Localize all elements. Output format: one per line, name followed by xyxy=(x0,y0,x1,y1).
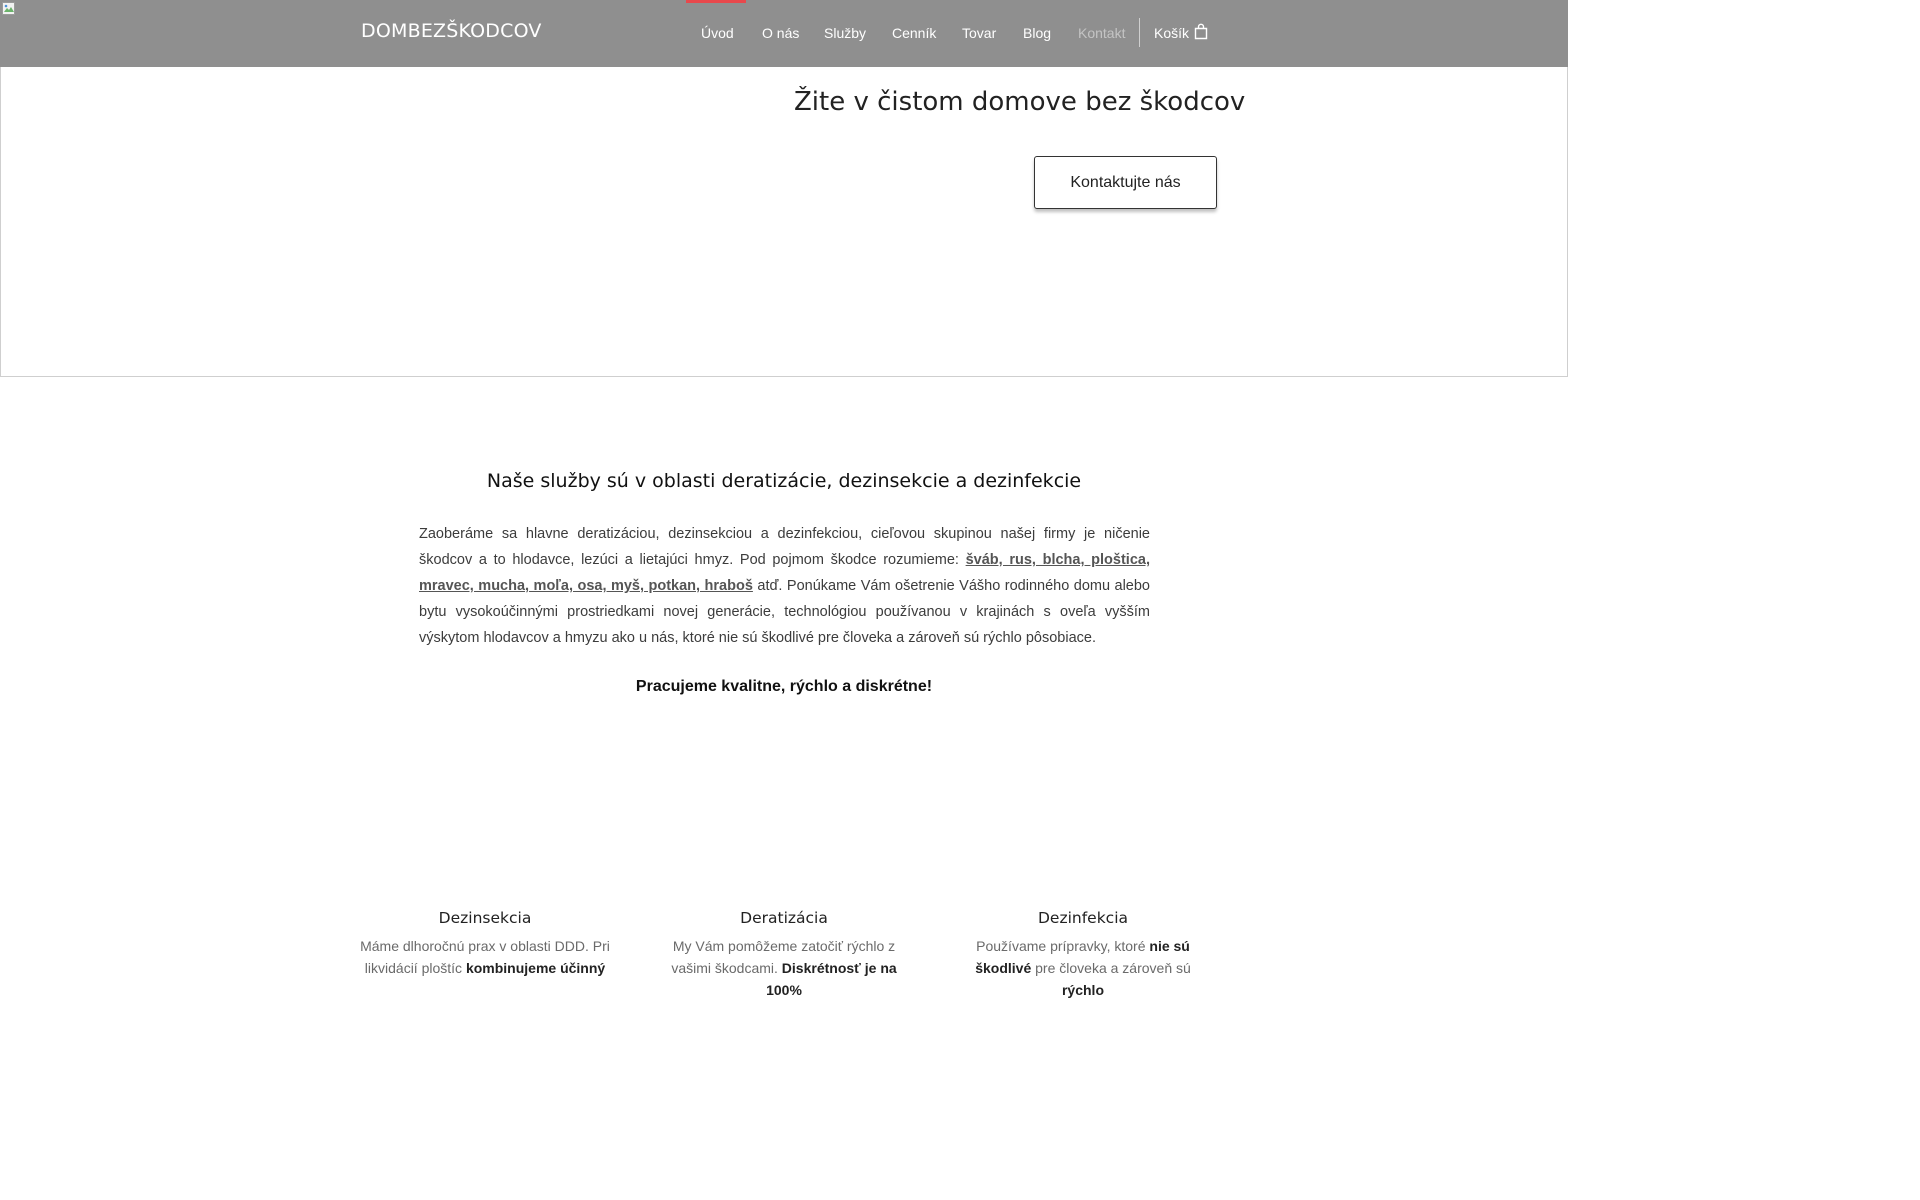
site-logo[interactable]: DOMBEZŠKODCOV xyxy=(361,20,542,42)
services-tagline: Pracujeme kvalitne, rýchlo a diskrétne! xyxy=(635,678,933,695)
nav-divider xyxy=(1139,18,1140,47)
cart-link[interactable]: Košík xyxy=(1154,25,1190,41)
service-text-bold: Diskrétnosť je na 100% xyxy=(766,960,897,998)
service-text-bold: kombinujeme účinný xyxy=(465,960,606,976)
shopping-bag-icon[interactable] xyxy=(1194,23,1208,40)
nav-item-sluzby[interactable]: Služby xyxy=(824,25,867,41)
service-description xyxy=(355,935,615,979)
contact-us-button[interactable]: Kontaktujte nás xyxy=(1034,156,1217,209)
nav-item-o-nas[interactable]: O nás xyxy=(762,25,800,41)
service-text: My Vám pomôžeme zatočiť rýchlo z vašimi škodcami. xyxy=(671,938,896,976)
service-description xyxy=(953,935,1213,1001)
service-title: Dezinsekcia xyxy=(438,909,532,927)
service-column-dezinfekcia xyxy=(953,909,1213,1001)
nav-item-blog[interactable]: Blog xyxy=(1023,25,1052,41)
intro-text-after: atď. Ponúkame Vám ošetrenie Vášho rodinného domu alebo bytu vysokoúčinnými prostriedkami novej generácie, technológiou používanou v krajinách s oveľa vyšším výskytom hlodavcov a hmyzu ako u nás, ktoré nie sú škodlivé pre človeka a zároveň sú rýchlo pôsobiace. xyxy=(419,578,1150,646)
service-text: Používame prípravky, ktoré xyxy=(976,938,1150,954)
services-intro xyxy=(419,521,1150,651)
hero-section xyxy=(0,67,1568,377)
hero-title: Žite v čistom domove bez škodcov xyxy=(794,87,1246,117)
nav-item-tovar[interactable]: Tovar xyxy=(962,25,997,41)
intro-text-before: Zaoberáme sa hlavne deratizáciou, dezinsekciou a dezinfekciou, cieľovou skupinou našej firmy je ničenie škodcov a to hlodavce, lezúci a lietajúci hmyz. Pod pojmom škodce rozumieme: xyxy=(419,526,1150,568)
nav-item-kontakt[interactable]: Kontakt xyxy=(1078,25,1126,41)
nav-item-cennik[interactable]: Cenník xyxy=(892,25,937,41)
broken-image-icon xyxy=(2,2,16,16)
service-description xyxy=(654,935,914,1001)
service-title: Dezinfekcia xyxy=(1037,909,1129,927)
site-header xyxy=(0,0,1568,67)
nav-item-uvod[interactable]: Úvod xyxy=(701,25,734,41)
service-text-bold: nie sú škodlivé xyxy=(975,938,1190,976)
service-text: pre človeka a zároveň sú xyxy=(1031,960,1191,976)
service-text: Máme dlhoročnú prax v oblasti DDD. Pri likvidácií ploštíc xyxy=(360,938,610,976)
service-title: Deratizácia xyxy=(740,909,828,927)
service-column-dezinsekcia xyxy=(355,909,615,979)
service-column-deratizacia xyxy=(654,909,914,1001)
services-title: Naše služby sú v oblasti deratizácie, dezinsekcie a dezinfekcie xyxy=(486,470,1082,492)
nav-active-indicator xyxy=(686,0,746,3)
service-text-bold: rýchlo xyxy=(1061,982,1104,998)
pests-link[interactable]: šváb, rus, blcha, ploštica, mravec, mucha, moľa, osa, myš, potkan, hraboš xyxy=(419,552,1150,594)
